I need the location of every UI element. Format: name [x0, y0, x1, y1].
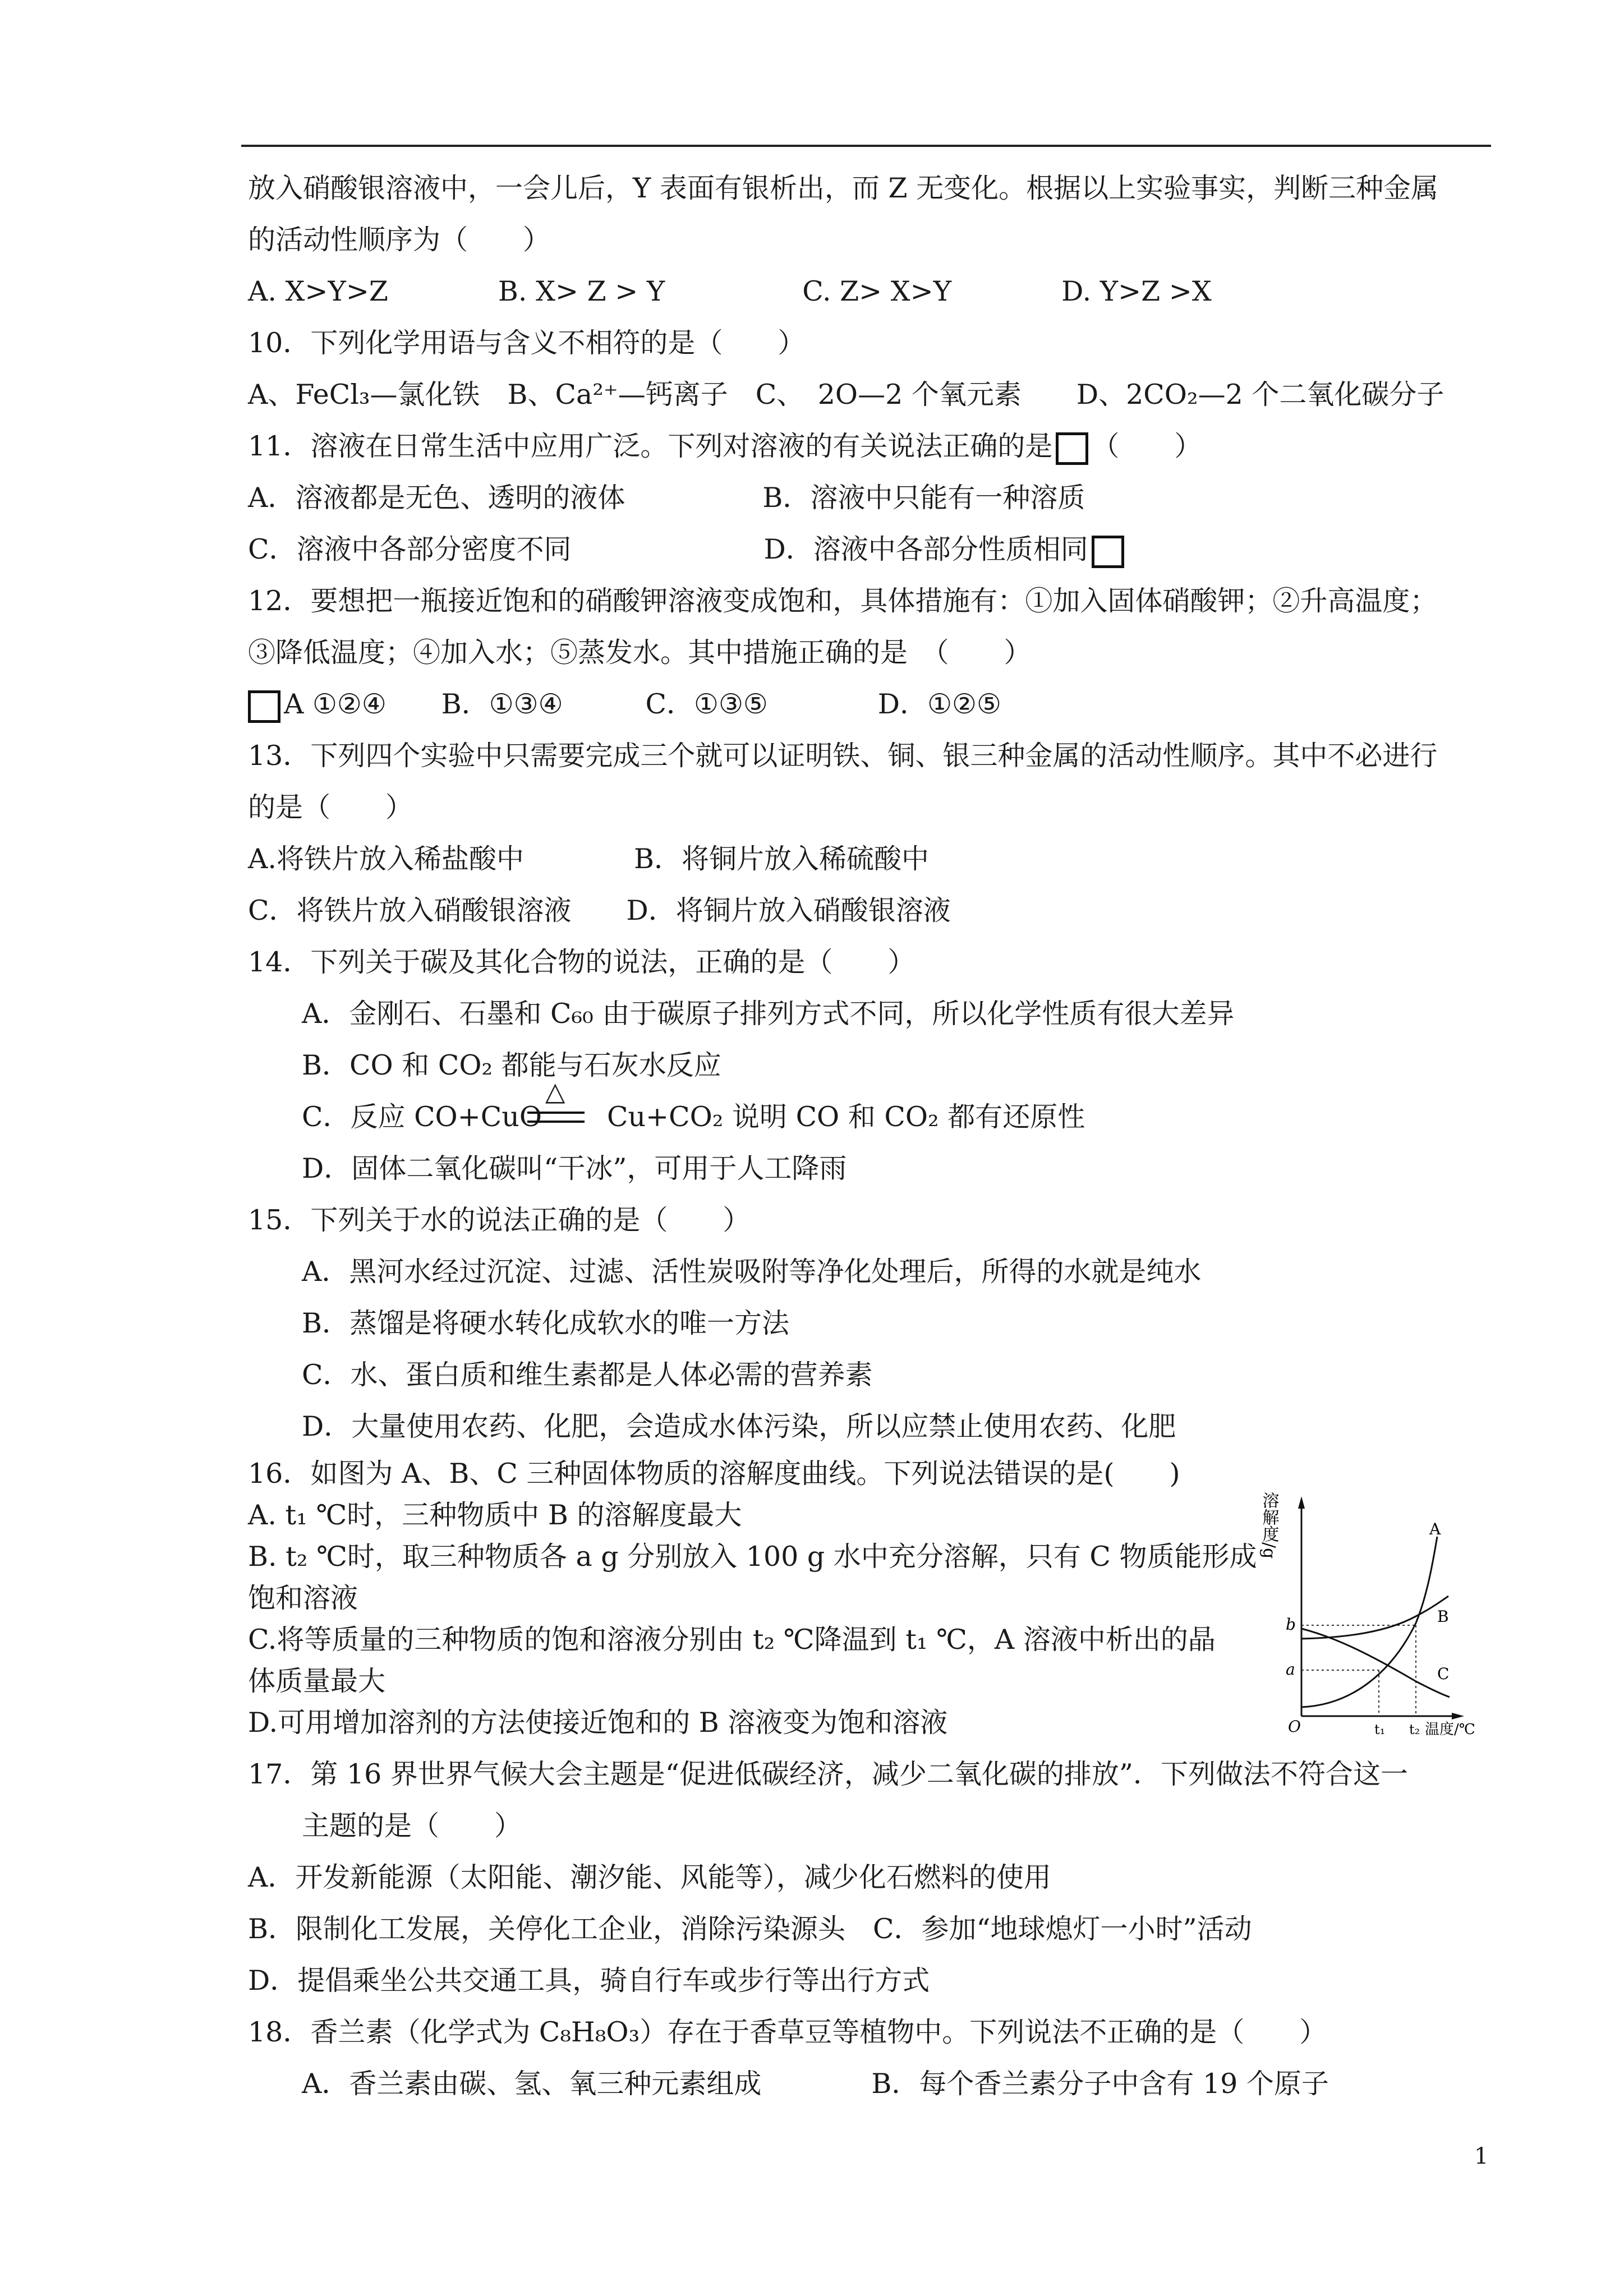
question-16-option-c: C.将等质量的三种物质的饱和溶液分别由 t₂ ℃降温到 t₁ ℃，A 溶液中析出的晶 [248, 1624, 1216, 1656]
curve-B [1301, 1596, 1448, 1639]
question-13-options-cd: C．将铁片放入硝酸银溶液 D．将铜片放入硝酸银溶液 [248, 895, 951, 926]
question-14-option-a: A．金刚石、石墨和 C₆₀ 由于碳原子排列方式不同，所以化学性质有很大差异 [302, 998, 1235, 1030]
heat-symbol: △ [545, 1076, 565, 1106]
text-line: 饱和溶液 [248, 1582, 358, 1614]
y-tick-a: a [1286, 1660, 1295, 1679]
question-17-stem: 17．第 16 界世界气候大会主题是“促进低碳经济，减少二氧化碳的排放”．下列做法不符合这一 [248, 1758, 1408, 1790]
origin-label: O [1288, 1717, 1301, 1736]
answer-box [248, 690, 280, 723]
question-14-option-c: C．反应 CO+CuO [302, 1101, 542, 1133]
question-14-stem: 14．下列关于碳及其化合物的说法，正确的是（ ） [248, 946, 915, 978]
question-17-option-bc: B．限制化工发展，关停化工企业，消除污染源头 C．参加“地球熄灯一小时”活动 [248, 1913, 1252, 1945]
question-12-stem: 12．要想把一瓶接近饱和的硝酸钾溶液变成饱和，具体措施有：①加入固体硝酸钾；②升高温度； [248, 585, 1438, 617]
text-line: 的是（ ） [248, 791, 413, 823]
question-13-options-ab: A.将铁片放入稀盐酸中 B．将铜片放入稀硫酸中 [248, 843, 929, 875]
solubility-curve-figure [1259, 1469, 1475, 1739]
y-tick-b: b [1286, 1615, 1296, 1634]
text-line: 放入硝酸银溶液中，一会儿后，Y 表面有银析出，而 Z 无变化。根据以上实验事实，判断三种金属 [248, 172, 1439, 204]
question-9-options: A. X>Y>Z B. X> Z > Y C. Z> X>Y D. Y>Z >X [248, 275, 1212, 307]
x-tick-t1: t₁ [1374, 1722, 1386, 1737]
question-16-stem: 16．如图为 A、B、C 三种固体物质的溶解度曲线。下列说法错误的是( ) [248, 1458, 1180, 1490]
question-17-option-a: A．开发新能源（太阳能、潮汐能、风能等），减少化石燃料的使用 [248, 1861, 1051, 1893]
question-16-option-d: D.可用增加溶剂的方法使接近饱和的 B 溶液变为饱和溶液 [248, 1707, 948, 1739]
question-14-option-d: D．固体二氧化碳叫“干冰”，可用于人工降雨 [302, 1152, 847, 1184]
question-16-option-a: A. t₁ ℃时，三种物质中 B 的溶解度最大 [248, 1499, 742, 1531]
curve-label-A: A [1429, 1520, 1441, 1538]
header-rule [241, 145, 1491, 147]
question-13-stem: 13．下列四个实验中只需要完成三个就可以证明铁、铜、银三种金属的活动性顺序。其中不必进行 [248, 740, 1438, 772]
page-number: 1 [1474, 2143, 1489, 2169]
y-axis-label: 溶解度/g [1259, 1492, 1279, 1559]
question-14-option-c-tail: Cu+CO₂ 说明 CO 和 CO₂ 都有还原性 [607, 1101, 1085, 1133]
x-axis-arrow [1452, 1713, 1464, 1719]
curve-C [1301, 1629, 1450, 1697]
question-11-options-cd: C．溶液中各部分密度不同 D．溶液中各部分性质相同 [248, 532, 1128, 568]
reaction-equals-sign [525, 1106, 587, 1128]
text-line: 主题的是（ ） [302, 1810, 522, 1842]
question-14-option-b: B．CO 和 CO₂ 都能与石灰水反应 [302, 1049, 721, 1081]
answer-box [1092, 536, 1124, 568]
question-17-option-d: D．提倡乘坐公共交通工具，骑自行车或步行等出行方式 [248, 1965, 930, 1997]
curve-label-B: B [1437, 1607, 1449, 1626]
text-line: 的活动性顺序为（ ） [248, 224, 551, 256]
question-15-option-c: C．水、蛋白质和维生素都是人体必需的营养素 [302, 1359, 873, 1391]
text-line: ③降低温度；④加入水；⑤蒸发水。其中措施正确的是 （ ） [248, 637, 1032, 668]
question-15-option-b: B．蒸馏是将硬水转化成软水的唯一方法 [302, 1307, 790, 1339]
question-18-options-ab: A．香兰素由碳、氢、氧三种元素组成 B．每个香兰素分子中含有 19 个原子 [302, 2068, 1329, 2100]
y-axis-arrow [1298, 1496, 1305, 1509]
question-12-options: A ①②④ B．①③④ C．①③⑤ D．①②⑤ [248, 686, 1001, 723]
curve-label-C: C [1437, 1665, 1450, 1683]
question-11-stem: 11．溶液在日常生活中应用广泛。下列对溶液的有关说法正确的是 （ ） [248, 428, 1202, 465]
question-16-option-b: B. t₂ ℃时，取三种物质各 a g 分别放入 100 g 水中充分溶解，只有 C 物质能形成 [248, 1541, 1257, 1573]
x-axis-label: 温度/℃ [1425, 1721, 1475, 1738]
question-11-options-ab: A．溶液都是无色、透明的液体 B．溶液中只能有一种溶质 [248, 482, 1085, 514]
answer-box [1056, 432, 1088, 465]
question-15-option-a: A．黑河水经过沉淀、过滤、活性炭吸附等净化处理后，所得的水就是纯水 [302, 1256, 1202, 1288]
text-line: 体质量最大 [248, 1665, 386, 1697]
question-10-options: A、FeCl₃—氯化铁 B、Ca²⁺—钙离子 C、 2O—2 个氧元素 D、2CO₂—2 个二氧化碳分子 [248, 379, 1444, 411]
question-18-stem: 18．香兰素（化学式为 C₈H₈O₃）存在于香草豆等植物中。下列说法不正确的是（ ） [248, 2016, 1327, 2048]
question-15-stem: 15．下列关于水的说法正确的是（ ） [248, 1204, 751, 1236]
x-tick-t2: t₂ [1409, 1722, 1420, 1737]
question-15-option-d: D．大量使用农药、化肥，会造成水体污染，所以应禁止使用农药、化肥 [302, 1410, 1176, 1442]
question-10-stem: 10．下列化学用语与含义不相符的是（ ） [248, 327, 806, 359]
